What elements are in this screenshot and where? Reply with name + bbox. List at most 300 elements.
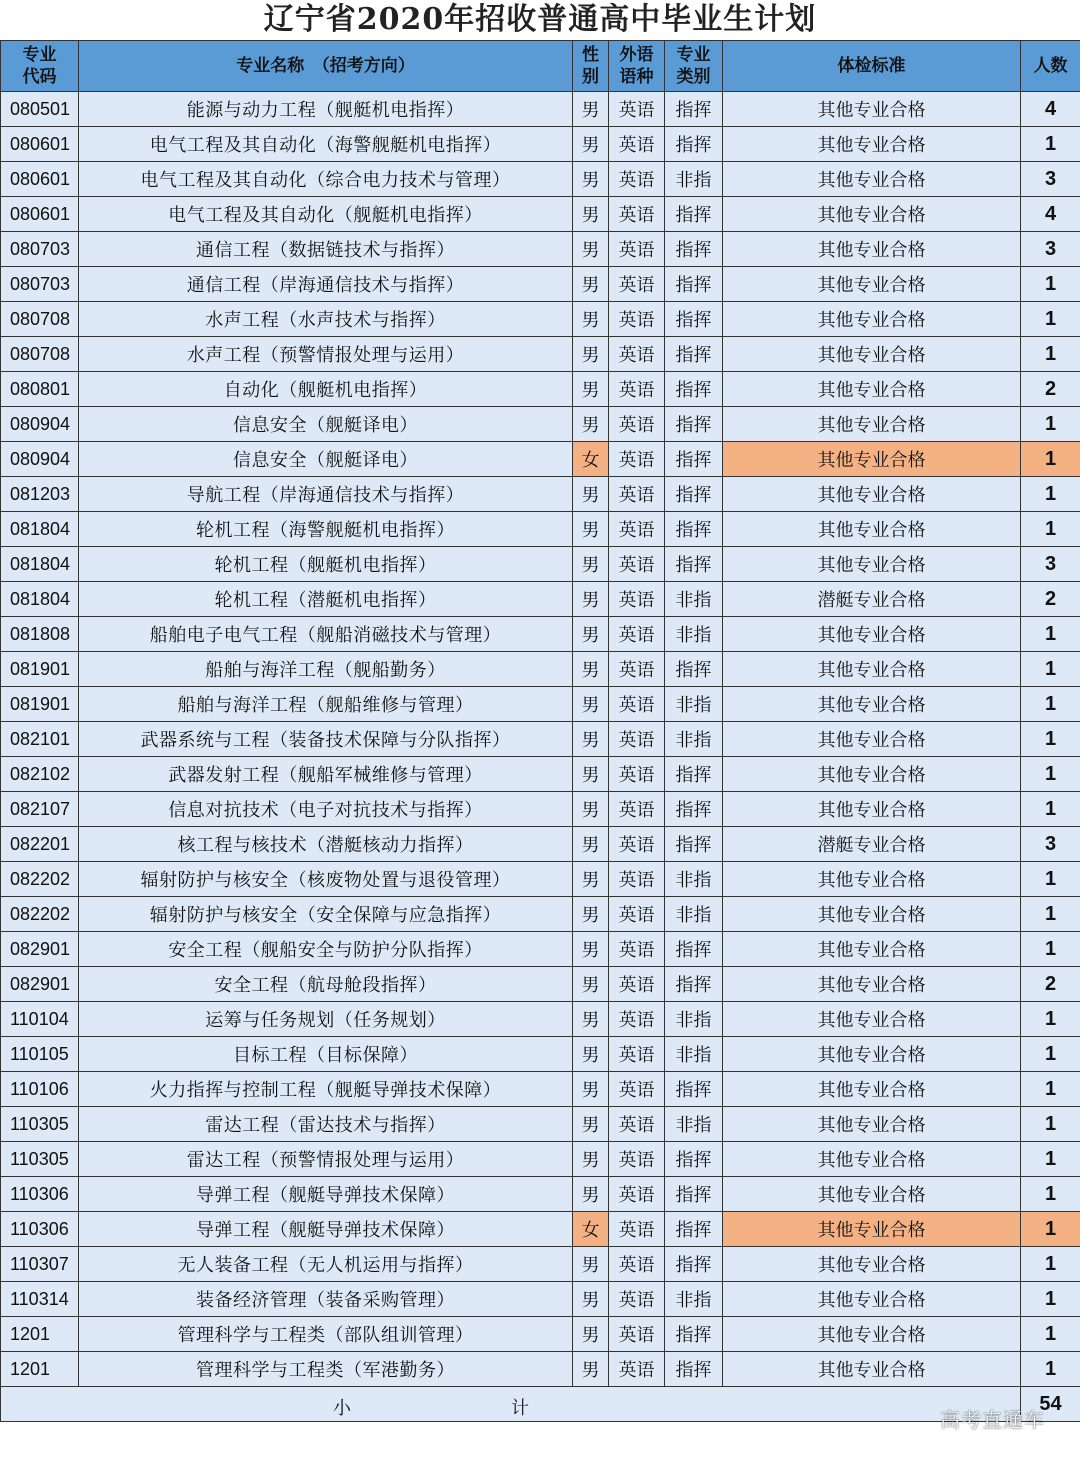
table-row [1,92,1080,127]
cell-lang: 英语 [609,722,665,757]
cell-code: 081203 [1,477,79,512]
cell-lang: 英语 [609,232,665,267]
table-row [1,1142,1080,1177]
cell-type: 指挥 [665,1177,723,1212]
cell-exam: 其他专业合格 [723,722,1021,757]
cell-sex: 男 [573,722,609,757]
subtotal-label-left: 小 [333,1398,351,1419]
table-row [1,722,1080,757]
cell-exam: 其他专业合格 [723,897,1021,932]
table-row [1,582,1080,617]
cell-type: 指挥 [665,547,723,582]
cell-lang: 英语 [609,757,665,792]
cell-type: 指挥 [665,1317,723,1352]
cell-lang: 英语 [609,652,665,687]
table-row [1,197,1080,232]
cell-lang: 英语 [609,1142,665,1177]
cell-code: 082202 [1,897,79,932]
cell-type: 非指 [665,1282,723,1317]
cell-lang: 英语 [609,407,665,442]
cell-num: 1 [1021,442,1080,477]
cell-type: 指挥 [665,757,723,792]
table-row [1,1107,1080,1142]
cell-name: 管理科学与工程类（部队组训管理） [79,1317,573,1352]
cell-exam: 其他专业合格 [723,302,1021,337]
table-row [1,267,1080,302]
cell-lang: 英语 [609,127,665,162]
cell-lang: 英语 [609,897,665,932]
cell-name: 武器系统与工程（装备技术保障与分队指挥） [79,722,573,757]
cell-num: 1 [1021,1072,1080,1107]
cell-sex: 男 [573,232,609,267]
cell-name: 船舶电子电气工程（舰船消磁技术与管理） [79,617,573,652]
cell-num: 1 [1021,687,1080,722]
cell-type: 非指 [665,582,723,617]
cell-lang: 英语 [609,1212,665,1247]
cell-exam: 其他专业合格 [723,127,1021,162]
cell-type: 指挥 [665,652,723,687]
table-row [1,792,1080,827]
table-row [1,617,1080,652]
cell-lang: 英语 [609,92,665,127]
cell-name: 水声工程（水声技术与指挥） [79,302,573,337]
cell-type: 指挥 [665,127,723,162]
header-num [1021,41,1080,92]
cell-num: 1 [1021,1247,1080,1282]
cell-exam: 其他专业合格 [723,1177,1021,1212]
cell-type: 指挥 [665,1072,723,1107]
cell-name: 武器发射工程（舰船军械维修与管理） [79,757,573,792]
cell-sex: 男 [573,1247,609,1282]
header-exam-label: 体检标准 [837,56,906,76]
cell-num: 1 [1021,652,1080,687]
subtotal-label-right: 计 [511,1398,529,1419]
table-row [1,1037,1080,1072]
cell-num: 1 [1021,337,1080,372]
cell-name: 安全工程（航母舱段指挥） [79,967,573,1002]
cell-code: 110106 [1,1072,79,1107]
cell-sex: 男 [573,827,609,862]
cell-exam: 其他专业合格 [723,407,1021,442]
cell-type: 指挥 [665,827,723,862]
cell-type: 指挥 [665,1142,723,1177]
cell-num: 1 [1021,722,1080,757]
cell-code: 110105 [1,1037,79,1072]
header-type [665,41,723,92]
cell-type: 指挥 [665,372,723,407]
table-row [1,757,1080,792]
cell-name: 辐射防护与核安全（核废物处置与退役管理） [79,862,573,897]
table-row [1,477,1080,512]
cell-code: 082107 [1,792,79,827]
cell-num: 1 [1021,932,1080,967]
table-row [1,687,1080,722]
cell-sex: 男 [573,1002,609,1037]
cell-code: 080904 [1,407,79,442]
cell-sex: 女 [573,1212,609,1247]
cell-exam: 其他专业合格 [723,92,1021,127]
cell-lang: 英语 [609,372,665,407]
cell-num: 2 [1021,372,1080,407]
cell-lang: 英语 [609,1177,665,1212]
table-row [1,1282,1080,1317]
cell-name: 电气工程及其自动化（舰艇机电指挥） [79,197,573,232]
cell-sex: 男 [573,1072,609,1107]
cell-num: 1 [1021,302,1080,337]
cell-name: 核工程与核技术（潜艇核动力指挥） [79,827,573,862]
header-sex-label: 性 别 [582,45,599,87]
cell-exam: 潜艇专业合格 [723,582,1021,617]
cell-code: 110314 [1,1282,79,1317]
cell-num: 4 [1021,92,1080,127]
cell-name: 导弹工程（舰艇导弹技术保障） [79,1212,573,1247]
cell-sex: 男 [573,197,609,232]
cell-num: 1 [1021,1037,1080,1072]
cell-num: 1 [1021,1177,1080,1212]
cell-type: 指挥 [665,1247,723,1282]
cell-lang: 英语 [609,1037,665,1072]
cell-lang: 英语 [609,442,665,477]
cell-name: 船舶与海洋工程（舰船维修与管理） [79,687,573,722]
cell-code: 080501 [1,92,79,127]
cell-exam: 其他专业合格 [723,862,1021,897]
cell-code: 110306 [1,1212,79,1247]
cell-num: 1 [1021,792,1080,827]
cell-sex: 男 [573,407,609,442]
cell-lang: 英语 [609,827,665,862]
cell-name: 雷达工程（雷达技术与指挥） [79,1107,573,1142]
cell-code: 081901 [1,687,79,722]
table-row [1,547,1080,582]
cell-num: 4 [1021,197,1080,232]
cell-name: 轮机工程（舰艇机电指挥） [79,547,573,582]
cell-type: 非指 [665,617,723,652]
cell-num: 3 [1021,162,1080,197]
cell-exam: 其他专业合格 [723,757,1021,792]
cell-type: 指挥 [665,337,723,372]
cell-sex: 男 [573,932,609,967]
cell-exam: 其他专业合格 [723,617,1021,652]
header-lang-label: 外语 语种 [619,45,654,87]
cell-sex: 男 [573,967,609,1002]
cell-lang: 英语 [609,687,665,722]
table-row [1,1002,1080,1037]
cell-code: 080904 [1,442,79,477]
cell-sex: 男 [573,1107,609,1142]
cell-sex: 男 [573,687,609,722]
cell-exam: 其他专业合格 [723,547,1021,582]
cell-type: 指挥 [665,477,723,512]
cell-name: 通信工程（数据链技术与指挥） [79,232,573,267]
table-row [1,337,1080,372]
cell-type: 非指 [665,1107,723,1142]
cell-exam: 其他专业合格 [723,162,1021,197]
table-row [1,862,1080,897]
cell-lang: 英语 [609,617,665,652]
watermark: 高考直通车 [940,1408,1045,1432]
cell-type: 指挥 [665,267,723,302]
cell-num: 1 [1021,1317,1080,1352]
cell-exam: 其他专业合格 [723,1072,1021,1107]
table-row [1,1177,1080,1212]
cell-name: 辐射防护与核安全（安全保障与应急指挥） [79,897,573,932]
cell-num: 3 [1021,232,1080,267]
cell-num: 2 [1021,582,1080,617]
cell-exam: 其他专业合格 [723,652,1021,687]
cell-sex: 女 [573,442,609,477]
cell-exam: 其他专业合格 [723,442,1021,477]
cell-lang: 英语 [609,267,665,302]
cell-code: 110305 [1,1107,79,1142]
cell-type: 指挥 [665,232,723,267]
cell-lang: 英语 [609,302,665,337]
cell-code: 081804 [1,547,79,582]
cell-num: 1 [1021,267,1080,302]
cell-code: 110104 [1,1002,79,1037]
cell-name: 信息安全（舰艇译电） [79,442,573,477]
cell-exam: 其他专业合格 [723,1247,1021,1282]
table-body [1,92,1080,1387]
cell-lang: 英语 [609,1002,665,1037]
table-row [1,1247,1080,1282]
header-name-label: 专业名称 （招考方向） [236,56,415,76]
header-num-label: 人数 [1033,56,1068,76]
cell-name: 安全工程（舰船安全与防护分队指挥） [79,932,573,967]
cell-exam: 其他专业合格 [723,1037,1021,1072]
cell-sex: 男 [573,267,609,302]
cell-sex: 男 [573,92,609,127]
table-row [1,127,1080,162]
cell-name: 自动化（舰艇机电指挥） [79,372,573,407]
enrollment-plan-table [0,40,1080,1422]
table-row [1,967,1080,1002]
table-row [1,652,1080,687]
cell-name: 信息对抗技术（电子对抗技术与指挥） [79,792,573,827]
table-row [1,827,1080,862]
cell-type: 非指 [665,862,723,897]
cell-num: 1 [1021,477,1080,512]
table-row [1,232,1080,267]
cell-sex: 男 [573,477,609,512]
cell-code: 080708 [1,302,79,337]
table-row [1,932,1080,967]
subtotal-row [1,1387,1080,1422]
cell-name: 电气工程及其自动化（海警舰艇机电指挥） [79,127,573,162]
table-row [1,442,1080,477]
page-title: 辽宁省2020年招收普通高中毕业生计划 [0,0,1080,40]
header-code [1,41,79,92]
cell-type: 指挥 [665,512,723,547]
cell-code: 082101 [1,722,79,757]
cell-name: 电气工程及其自动化（综合电力技术与管理） [79,162,573,197]
cell-num: 2 [1021,967,1080,1002]
cell-name: 雷达工程（预警情报处理与运用） [79,1142,573,1177]
cell-code: 081804 [1,582,79,617]
table-header-row [1,41,1080,92]
cell-lang: 英语 [609,1317,665,1352]
cell-num: 3 [1021,547,1080,582]
cell-exam: 其他专业合格 [723,1317,1021,1352]
cell-code: 080801 [1,372,79,407]
cell-lang: 英语 [609,862,665,897]
cell-type: 非指 [665,722,723,757]
cell-name: 轮机工程（潜艇机电指挥） [79,582,573,617]
cell-type: 指挥 [665,407,723,442]
cell-exam: 其他专业合格 [723,967,1021,1002]
cell-name: 火力指挥与控制工程（舰艇导弹技术保障） [79,1072,573,1107]
cell-lang: 英语 [609,582,665,617]
cell-code: 080601 [1,127,79,162]
cell-sex: 男 [573,127,609,162]
cell-sex: 男 [573,582,609,617]
cell-exam: 其他专业合格 [723,337,1021,372]
cell-type: 非指 [665,1002,723,1037]
cell-lang: 英语 [609,1107,665,1142]
cell-lang: 英语 [609,547,665,582]
cell-sex: 男 [573,1142,609,1177]
cell-name: 船舶与海洋工程（舰船勤务） [79,652,573,687]
subtotal-label-cell [1,1387,1021,1422]
cell-name: 目标工程（目标保障） [79,1037,573,1072]
cell-code: 110307 [1,1247,79,1282]
cell-num: 1 [1021,1002,1080,1037]
cell-type: 非指 [665,897,723,932]
cell-name: 轮机工程（海警舰艇机电指挥） [79,512,573,547]
cell-lang: 英语 [609,1247,665,1282]
cell-exam: 其他专业合格 [723,477,1021,512]
cell-exam: 其他专业合格 [723,372,1021,407]
cell-code: 081808 [1,617,79,652]
table-row [1,162,1080,197]
table-row [1,1352,1080,1387]
cell-num: 1 [1021,897,1080,932]
cell-code: 081804 [1,512,79,547]
cell-num: 1 [1021,512,1080,547]
cell-name: 水声工程（预警情报处理与运用） [79,337,573,372]
cell-sex: 男 [573,1317,609,1352]
table-row [1,1317,1080,1352]
subtotal-value: 54 [1021,1387,1080,1422]
cell-exam: 其他专业合格 [723,1107,1021,1142]
cell-exam: 潜艇专业合格 [723,827,1021,862]
cell-code: 110305 [1,1142,79,1177]
cell-name: 装备经济管理（装备采购管理） [79,1282,573,1317]
cell-type: 指挥 [665,442,723,477]
cell-code: 082901 [1,967,79,1002]
cell-sex: 男 [573,792,609,827]
cell-name: 导弹工程（舰艇导弹技术保障） [79,1177,573,1212]
cell-num: 1 [1021,617,1080,652]
cell-num: 3 [1021,827,1080,862]
cell-num: 1 [1021,1142,1080,1177]
cell-sex: 男 [573,512,609,547]
cell-sex: 男 [573,1282,609,1317]
cell-type: 指挥 [665,932,723,967]
header-exam [723,41,1021,92]
cell-type: 非指 [665,1037,723,1072]
cell-code: 110306 [1,1177,79,1212]
cell-sex: 男 [573,1352,609,1387]
cell-sex: 男 [573,302,609,337]
header-lang [609,41,665,92]
cell-name: 能源与动力工程（舰艇机电指挥） [79,92,573,127]
cell-type: 指挥 [665,302,723,337]
cell-name: 管理科学与工程类（军港勤务） [79,1352,573,1387]
table-row [1,372,1080,407]
cell-exam: 其他专业合格 [723,687,1021,722]
cell-code: 081901 [1,652,79,687]
cell-sex: 男 [573,862,609,897]
cell-code: 080601 [1,162,79,197]
cell-num: 1 [1021,407,1080,442]
cell-sex: 男 [573,337,609,372]
cell-code: 080703 [1,267,79,302]
cell-code: 1201 [1,1317,79,1352]
cell-type: 指挥 [665,1352,723,1387]
cell-num: 1 [1021,127,1080,162]
cell-code: 082202 [1,862,79,897]
cell-sex: 男 [573,547,609,582]
cell-num: 1 [1021,1107,1080,1142]
cell-code: 080708 [1,337,79,372]
cell-lang: 英语 [609,932,665,967]
header-sex [573,41,609,92]
header-name [79,41,573,92]
cell-lang: 英语 [609,1352,665,1387]
cell-lang: 英语 [609,477,665,512]
cell-sex: 男 [573,1177,609,1212]
cell-type: 非指 [665,162,723,197]
cell-exam: 其他专业合格 [723,267,1021,302]
table-row [1,302,1080,337]
cell-code: 080703 [1,232,79,267]
cell-exam: 其他专业合格 [723,512,1021,547]
cell-exam: 其他专业合格 [723,1352,1021,1387]
cell-exam: 其他专业合格 [723,232,1021,267]
cell-exam: 其他专业合格 [723,1002,1021,1037]
cell-code: 080601 [1,197,79,232]
cell-type: 指挥 [665,197,723,232]
cell-exam: 其他专业合格 [723,792,1021,827]
cell-lang: 英语 [609,512,665,547]
cell-exam: 其他专业合格 [723,197,1021,232]
cell-type: 指挥 [665,92,723,127]
cell-num: 1 [1021,1282,1080,1317]
cell-sex: 男 [573,757,609,792]
cell-code: 082901 [1,932,79,967]
table-row [1,512,1080,547]
cell-name: 通信工程（岸海通信技术与指挥） [79,267,573,302]
cell-num: 1 [1021,862,1080,897]
cell-type: 指挥 [665,1212,723,1247]
cell-num: 1 [1021,1352,1080,1387]
cell-exam: 其他专业合格 [723,1212,1021,1247]
cell-type: 指挥 [665,792,723,827]
cell-exam: 其他专业合格 [723,1282,1021,1317]
cell-num: 1 [1021,757,1080,792]
cell-code: 1201 [1,1352,79,1387]
cell-type: 指挥 [665,967,723,1002]
cell-lang: 英语 [609,162,665,197]
header-code-label: 专业 代码 [22,45,57,87]
cell-lang: 英语 [609,967,665,1002]
cell-code: 082102 [1,757,79,792]
cell-name: 运筹与任务规划（任务规划） [79,1002,573,1037]
cell-num: 1 [1021,1212,1080,1247]
cell-exam: 其他专业合格 [723,1142,1021,1177]
cell-sex: 男 [573,1037,609,1072]
cell-sex: 男 [573,652,609,687]
